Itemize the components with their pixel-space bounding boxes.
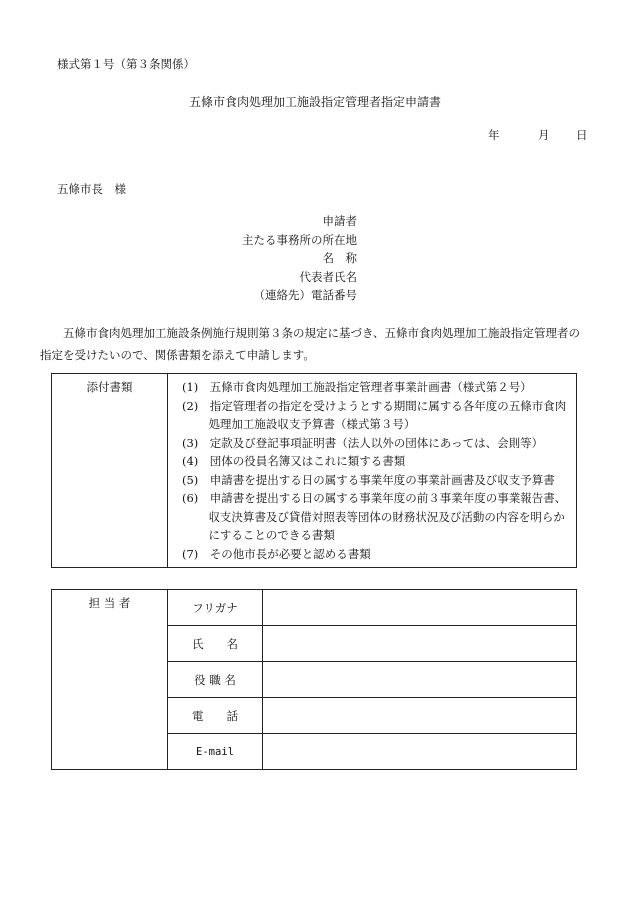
contact-person-heading: 担 当 者 [52,590,168,770]
attachment-item: (5) 申請書を提出する日の属する事業年度の事業計画書及び収支予算書 [182,472,555,487]
document-title: 五條市食肉処理加工施設指定管理者指定申請書 [188,95,441,109]
date-line [488,130,588,142]
contact-person-table [51,589,577,770]
phone-field[interactable] [263,698,577,734]
attachment-item: (3) 定款及び登記事項証明書（法人以外の団体にあっては、会則等） [182,435,544,450]
applicant-representative-label: 代表者氏名 [299,269,357,284]
furigana-field[interactable] [263,590,577,626]
email-field[interactable] [263,734,577,770]
attachments-list [168,374,577,568]
attachments-table [51,373,577,568]
application-body-text: 五條市食肉処理加工施設条例施行規則第３条の規定に基づき、五條市食肉処理加工施設指定管理者の指定を受けたいので、関係書類を添えて申請します。 [40,326,581,362]
form-number: 様式第１号（第３条関係） [57,57,195,71]
attachment-item: (1) 五條市食肉処理加工施設指定管理者事業計画書（様式第２号） [182,380,532,394]
attachments-heading: 添付書類 [52,374,168,568]
phone-label: 電 話 [168,698,263,734]
applicant-name-label: 名 称 [322,251,357,265]
furigana-label: フリガナ [168,590,263,626]
applicant-label: 申請者 [322,214,357,228]
attachment-item: (6) 申請書を提出する日の属する事業年度の前３事業年度の事業報告書、収支決算書及び貸借対照表等団体の財務状況及び活動の内容を明らかにすることのできる書類 [182,491,567,542]
position-field[interactable] [263,662,577,698]
name-field[interactable] [263,626,577,662]
date-month: 月 [538,128,550,142]
applicant-block [0,216,357,309]
name-label: 氏 名 [168,626,263,662]
addressee: 五條市長 様 [57,182,126,196]
attachment-item: (7) その他市長が必要と認める書類 [182,546,371,561]
applicant-contact-label: （連絡先）電話番号 [253,288,357,302]
attachment-item: (4) 団体の役員名簿又はこれに類する書類 [182,454,406,468]
email-label: E-mail [168,734,263,770]
position-label: 役 職 名 [168,662,263,698]
attachment-item: (2) 指定管理者の指定を受けようとする期間に属する各年度の五條市食肉処理加工施設収支予算書（様式第３号） [182,398,567,431]
applicant-address-label: 主たる事務所の所在地 [242,232,357,247]
date-year: 年 [488,128,500,142]
date-day: 日 [576,128,588,142]
